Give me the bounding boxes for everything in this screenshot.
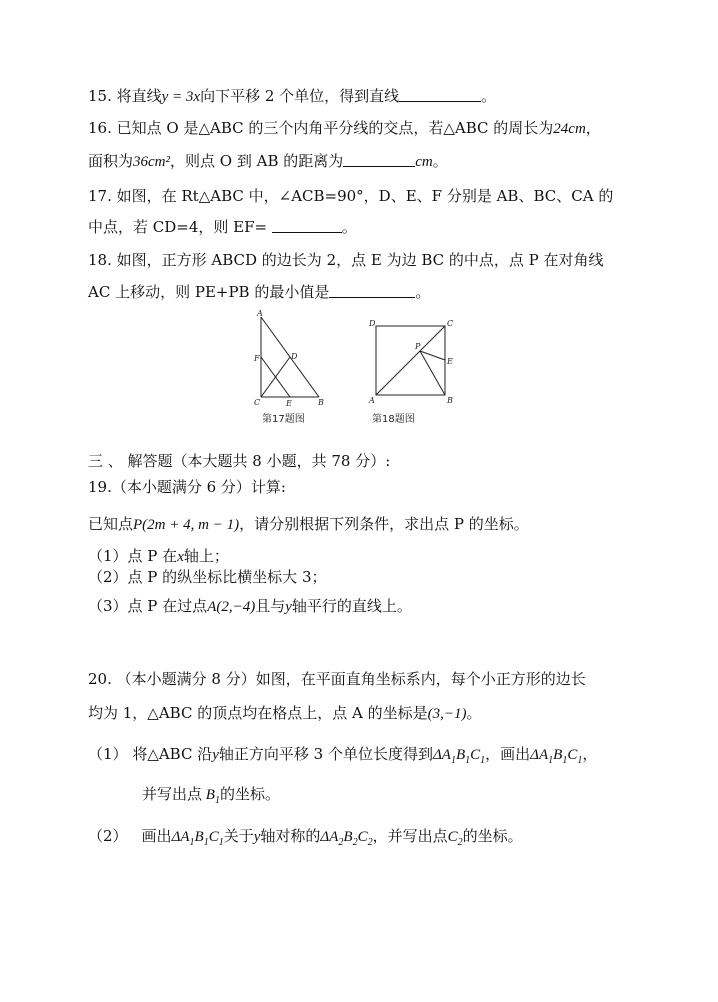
question-16-line-1	[88, 118, 601, 139]
label-b: B	[318, 398, 324, 407]
question-text: 16. 已知点 O 是△ABC 的三个内角平分线的交点，若△ABC 的周长为	[88, 119, 554, 137]
question-16-line-2	[88, 151, 448, 172]
part-text: ，画出	[485, 745, 531, 763]
point-p: P(2m + 4, m − 1)	[133, 517, 240, 533]
part-text: 的坐标。	[219, 785, 280, 803]
axis-variable: y	[212, 747, 219, 763]
question-18-line-2	[88, 282, 430, 302]
question-20-part-1-line-2	[142, 784, 280, 805]
part-text: 画出	[141, 827, 172, 845]
figure-18-caption: 第18题图	[372, 414, 415, 425]
label-c: C	[254, 398, 261, 407]
question-19-condition-3	[88, 596, 412, 617]
question-20-part-1	[88, 744, 597, 765]
segment-pe	[420, 351, 445, 360]
question-20-line-2	[88, 703, 482, 724]
condition-text: （3）点 P 在过点	[88, 597, 208, 615]
question-20-part-2	[88, 826, 523, 847]
segment-pb	[420, 351, 445, 395]
condition-text: 且与	[255, 597, 286, 615]
label-d: D	[369, 319, 376, 328]
part-number: （2）	[88, 827, 128, 845]
triangle-a1b1c1: $\Delta A_1B_1C_1$	[433, 747, 486, 766]
point-b1: $B_1$	[202, 787, 220, 806]
question-number: 15.	[88, 87, 112, 105]
label-f: F	[254, 354, 260, 363]
label-a: A	[257, 309, 263, 318]
part-text: ，并写出点	[372, 827, 448, 845]
condition-text: 轴平行的直线上。	[291, 597, 412, 615]
question-19-condition-2: （2）点 P 的纵坐标比横坐标大 3；	[88, 568, 327, 586]
point-a-coordinates: (3,−1)	[427, 706, 467, 722]
question-text: 17. 如图，在 Rt△ABC 中，∠ACB=90°，D、E、F 分别是 AB、BC、CA 的	[88, 187, 614, 205]
condition-text: 轴上；	[183, 547, 229, 565]
question-15	[88, 86, 496, 107]
question-17-line-2	[88, 217, 357, 237]
question-18-line-1	[88, 250, 604, 270]
label-c: C	[447, 319, 454, 328]
question-19-condition-1	[88, 546, 229, 567]
punctuation: 。	[481, 87, 497, 105]
label-b: B	[447, 396, 453, 405]
figure-17-caption: 第17题图	[262, 414, 305, 425]
question-text: 中点，若 CD=4，则 EF=	[88, 218, 272, 236]
label-e: E	[447, 357, 453, 366]
axis-variable: x	[177, 549, 184, 565]
triangle-a1b1c1: $\Delta A_1B_1C_1$	[530, 747, 583, 766]
figure-17-triangle	[248, 308, 328, 408]
area-value: 36cm²	[133, 154, 171, 170]
unit: cm	[415, 154, 433, 170]
answer-blank[interactable]	[329, 282, 415, 298]
question-text: 将直线	[111, 87, 162, 105]
part-text: 将△ABC 沿	[127, 745, 213, 763]
label-a: A	[369, 396, 375, 405]
part-text: 轴对称的	[260, 827, 321, 845]
punctuation: 。	[432, 152, 448, 170]
question-20-line-1: 20. （本小题满分 8 分）如图，在平面直角坐标系内，每个小正方形的边长	[88, 670, 586, 688]
equation: y = 3x	[161, 89, 201, 105]
label-d: D	[291, 352, 298, 361]
question-text: 均为 1，△ABC 的顶点均在格点上，点 A 的坐标是	[88, 704, 428, 722]
perimeter-value: 24cm	[553, 121, 586, 137]
question-text: ，请分别根据下列条件，求出点 P 的坐标。	[239, 515, 529, 533]
punctuation: 。	[466, 704, 482, 722]
question-text: 向下平移 2 个单位，得到直线	[200, 87, 400, 105]
punctuation: 。	[415, 283, 431, 301]
punctuation: ，	[582, 745, 598, 763]
question-text: 18. 如图，正方形 ABCD 的边长为 2，点 E 为边 BC 的中点，点 P 在对角线	[88, 251, 604, 269]
diagonal-ac	[376, 326, 445, 395]
answer-blank[interactable]	[399, 86, 481, 102]
condition-text: （1）点 P 在	[88, 547, 178, 565]
section-3-heading: 三 、 解答题（本大题共 8 小题，共 78 分）:	[88, 452, 391, 470]
figure-18-square	[366, 316, 456, 406]
label-p: P	[415, 342, 421, 351]
punctuation: 。	[341, 218, 357, 236]
label-e: E	[286, 399, 292, 408]
question-19-stem	[88, 514, 529, 535]
answer-blank[interactable]	[272, 217, 342, 233]
part-text: 并写出点	[142, 785, 203, 803]
answer-blank[interactable]	[343, 151, 415, 167]
axis-variable: y	[285, 599, 292, 615]
part-text: 的坐标。	[462, 827, 523, 845]
question-text: AC 上移动，则 PE+PB 的最小值是	[88, 283, 330, 301]
question-text: 已知点	[88, 515, 134, 533]
question-19-title: 19.（本小题满分 6 分）计算:	[88, 478, 286, 496]
axis-variable: y	[253, 829, 261, 845]
triangle-a2b2c2: $\Delta A_2B_2C_2$	[320, 829, 373, 848]
triangle-a1b1c1: $\Delta A_1B_1C_1$	[171, 829, 224, 848]
question-text: ，则点 O 到 AB 的距离为	[170, 152, 344, 170]
question-17-line-1	[88, 186, 613, 206]
punctuation: ，	[585, 119, 601, 137]
part-number: （1）	[88, 745, 128, 763]
point-a: A(2,−4)	[207, 599, 256, 615]
part-text: 关于	[223, 827, 254, 845]
part-text: 轴正方向平移 3 个单位长度得到	[218, 745, 433, 763]
point-c2: $C_2$	[447, 829, 463, 848]
question-text: 面积为	[88, 152, 134, 170]
